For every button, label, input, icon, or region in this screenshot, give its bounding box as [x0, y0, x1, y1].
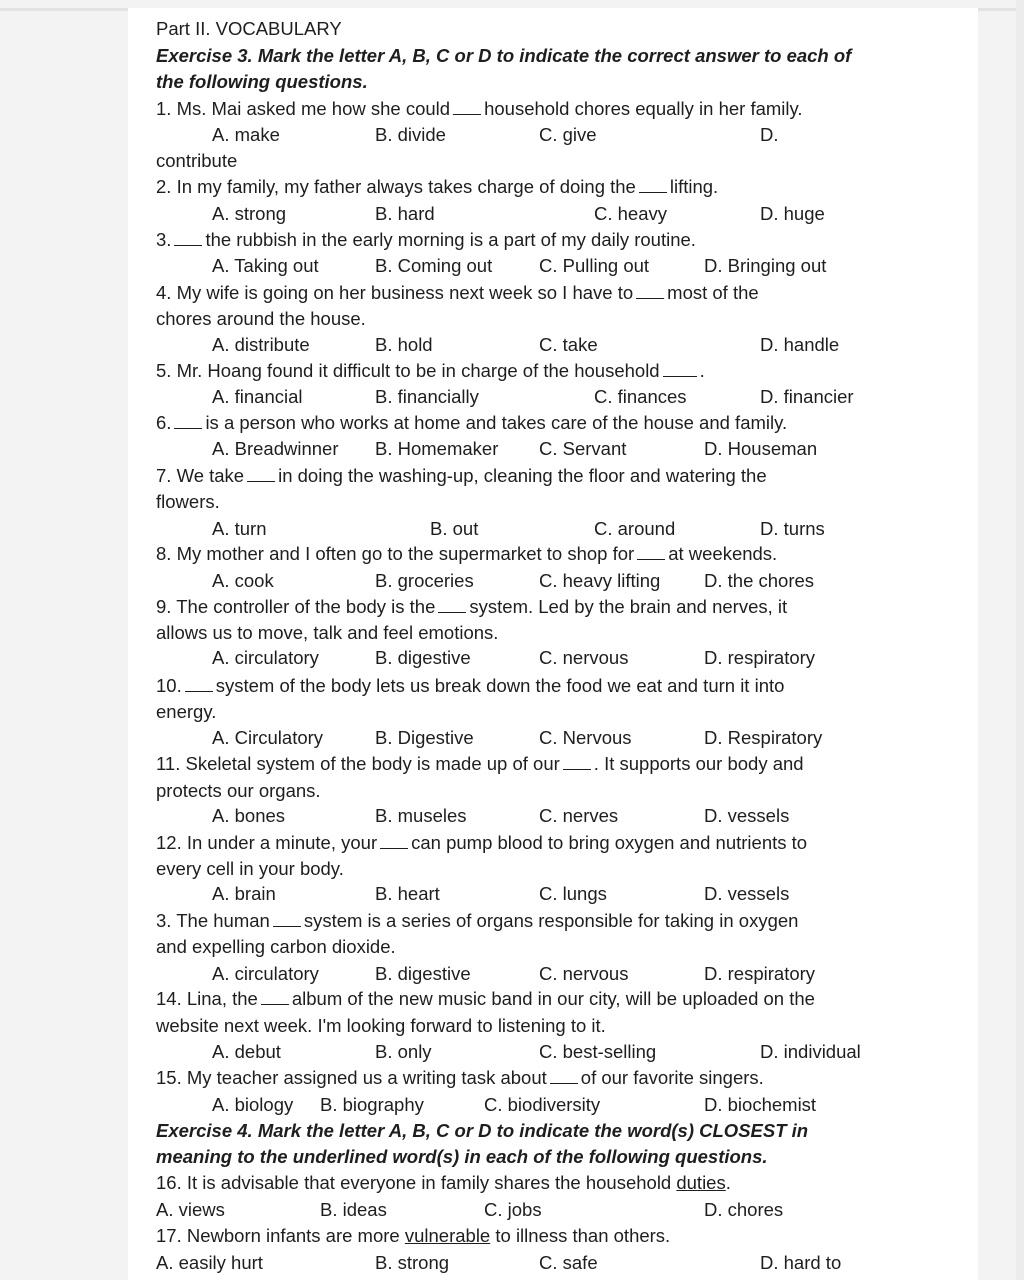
q10-option-c: C. Nervous: [539, 727, 632, 748]
q11-option-c: C. nerves: [539, 805, 619, 826]
q6-option-b: B. Homemaker: [375, 438, 499, 459]
q1-option-b: B. divide: [375, 124, 446, 145]
q3-option-a: A. Taking out: [212, 255, 319, 276]
question-1: 1. Ms. Mai asked me how she could household chores equally in her family.: [156, 98, 803, 119]
q1-option-d-continued: contribute: [156, 150, 238, 171]
part-title: Part II. VOCABULARY: [156, 18, 342, 39]
question-14-continued: website next week. I'm looking forward to listening to it.: [156, 1015, 606, 1036]
q8-option-b: B. groceries: [375, 570, 474, 591]
answer-blank: [185, 690, 213, 692]
q15-option-b: B. biography: [320, 1094, 424, 1115]
q7-option-b: B. out: [430, 518, 479, 539]
q15-option-c: C. biodiversity: [484, 1094, 601, 1115]
q6-option-d: D. Houseman: [704, 438, 818, 459]
q15-option-a: A. biology: [212, 1094, 294, 1115]
q9-option-d: D. respiratory: [704, 647, 816, 668]
question-14: 14. Lina, the album of the new music band in our city, will be uploaded on the: [156, 988, 815, 1009]
q11-option-b: B. museles: [375, 805, 467, 826]
question-17: 17. Newborn infants are more vulnerable to illness than others.: [156, 1225, 671, 1246]
q12-option-c: C. lungs: [539, 883, 607, 904]
q16-option-c: C. jobs: [484, 1199, 542, 1220]
exercise3-instruction-line2: the following questions.: [156, 71, 368, 92]
question-4-continued: chores around the house.: [156, 308, 366, 329]
exercise4-instruction-line2: meaning to the underlined word(s) in each of the following questions.: [156, 1146, 768, 1167]
question-10-continued: energy.: [156, 701, 217, 722]
answer-blank: [663, 375, 697, 377]
answer-blank: [174, 244, 202, 246]
q5-option-d: D. financier: [760, 386, 854, 407]
q16-option-a: A. views: [156, 1199, 225, 1220]
q9-option-b: B. digestive: [375, 647, 471, 668]
answer-blank: [261, 1003, 289, 1005]
q13-option-d: D. respiratory: [704, 963, 816, 984]
question-16: 16. It is advisable that everyone in family shares the household duties.: [156, 1172, 731, 1193]
q8-option-a: A. cook: [212, 570, 274, 591]
question-3: 3. the rubbish in the early morning is a part of my daily routine.: [156, 229, 696, 250]
q7-option-a: A. turn: [212, 518, 267, 539]
q17-option-c: C. safe: [539, 1252, 598, 1273]
question-4: 4. My wife is going on her business next week so I have to most of the: [156, 282, 759, 303]
q7-option-d: D. turns: [760, 518, 825, 539]
exercise3-instruction-line1: Exercise 3. Mark the letter A, B, C or D to indicate the correct answer to each of: [156, 45, 852, 66]
q4-option-b: B. hold: [375, 334, 433, 355]
answer-blank: [637, 558, 665, 560]
question-6: 6. is a person who works at home and takes care of the house and family.: [156, 412, 788, 433]
q8-option-c: C. heavy lifting: [539, 570, 661, 591]
q14-option-a: A. debut: [212, 1041, 281, 1062]
q6-option-c: C. Servant: [539, 438, 627, 459]
answer-blank: [453, 113, 481, 115]
q9-option-c: C. nervous: [539, 647, 629, 668]
question-2: 2. In my family, my father always takes charge of doing the lifting.: [156, 176, 719, 197]
q14-option-c: C. best-selling: [539, 1041, 657, 1062]
q4-option-d: D. handle: [760, 334, 840, 355]
q12-option-b: B. heart: [375, 883, 440, 904]
question-11-continued: protects our organs.: [156, 780, 321, 801]
q16-option-d: D. chores: [704, 1199, 784, 1220]
q15-option-d: D. biochemist: [704, 1094, 817, 1115]
question-7-continued: flowers.: [156, 491, 220, 512]
q4-option-c: C. take: [539, 334, 598, 355]
q17-option-d: D. hard to: [760, 1252, 842, 1273]
q2-option-c: C. heavy: [594, 203, 668, 224]
q10-option-d: D. Respiratory: [704, 727, 823, 748]
q14-option-d: D. individual: [760, 1041, 861, 1062]
answer-blank: [636, 297, 664, 299]
question-8: 8. My mother and I often go to the supermarket to shop for at weekends.: [156, 543, 778, 564]
underlined-word: duties: [676, 1172, 726, 1193]
q2-option-b: B. hard: [375, 203, 435, 224]
underlined-word: vulnerable: [404, 1225, 491, 1246]
q2-option-a: A. strong: [212, 203, 287, 224]
question-12-continued: every cell in your body.: [156, 858, 344, 879]
q3-option-d: D. Bringing out: [704, 255, 827, 276]
scrollbar[interactable]: [1016, 0, 1024, 1280]
q8-option-d: D. the chores: [704, 570, 815, 591]
q11-option-d: D. vessels: [704, 805, 790, 826]
q16-option-b: B. ideas: [320, 1199, 387, 1220]
q4-option-a: A. distribute: [212, 334, 310, 355]
q12-option-a: A. brain: [212, 883, 276, 904]
question-5: 5. Mr. Hoang found it difficult to be in charge of the household .: [156, 360, 705, 381]
q17-option-b: B. strong: [375, 1252, 450, 1273]
answer-blank: [380, 847, 408, 849]
question-9: 9. The controller of the body is the system. Led by the brain and nerves, it: [156, 596, 788, 617]
question-10: 10. system of the body lets us break down the food we eat and turn it into: [156, 675, 785, 696]
q12-option-d: D. vessels: [704, 883, 790, 904]
q5-option-a: A. financial: [212, 386, 303, 407]
q10-option-b: B. Digestive: [375, 727, 474, 748]
document-page: [128, 8, 978, 1280]
question-9-continued: allows us to move, talk and feel emotions.: [156, 622, 499, 643]
q2-option-d: D. huge: [760, 203, 825, 224]
question-7: 7. We take in doing the washing-up, cleaning the floor and watering the: [156, 465, 767, 486]
q3-option-c: C. Pulling out: [539, 255, 650, 276]
question-13-continued: and expelling carbon dioxide.: [156, 936, 396, 957]
question-15: 15. My teacher assigned us a writing task about of our favorite singers.: [156, 1067, 764, 1088]
q13-option-a: A. circulatory: [212, 963, 319, 984]
answer-blank: [550, 1082, 578, 1084]
q11-option-a: A. bones: [212, 805, 286, 826]
question-13: 3. The human system is a series of organs responsible for taking in oxygen: [156, 910, 799, 931]
q6-option-a: A. Breadwinner: [212, 438, 339, 459]
q1-option-c: C. give: [539, 124, 597, 145]
q3-option-b: B. Coming out: [375, 255, 493, 276]
q17-option-a: A. easily hurt: [156, 1252, 263, 1273]
q10-option-a: A. Circulatory: [212, 727, 324, 748]
q5-option-b: B. financially: [375, 386, 479, 407]
answer-blank: [438, 611, 466, 613]
answer-blank: [247, 480, 275, 482]
answer-blank: [563, 768, 591, 770]
question-11: 11. Skeletal system of the body is made up of our . It supports our body and: [156, 753, 804, 774]
answer-blank: [273, 925, 301, 927]
q9-option-a: A. circulatory: [212, 647, 319, 668]
q13-option-c: C. nervous: [539, 963, 629, 984]
q14-option-b: B. only: [375, 1041, 432, 1062]
answer-blank: [639, 191, 667, 193]
exercise4-instruction-line1: Exercise 4. Mark the letter A, B, C or D to indicate the word(s) CLOSEST in: [156, 1120, 809, 1141]
q1-option-d: D.: [760, 124, 779, 145]
q5-option-c: C. finances: [594, 386, 687, 407]
q13-option-b: B. digestive: [375, 963, 471, 984]
question-12: 12. In under a minute, your can pump blood to bring oxygen and nutrients to: [156, 832, 808, 853]
answer-blank: [174, 427, 202, 429]
q1-option-a: A. make: [212, 124, 280, 145]
q7-option-c: C. around: [594, 518, 676, 539]
